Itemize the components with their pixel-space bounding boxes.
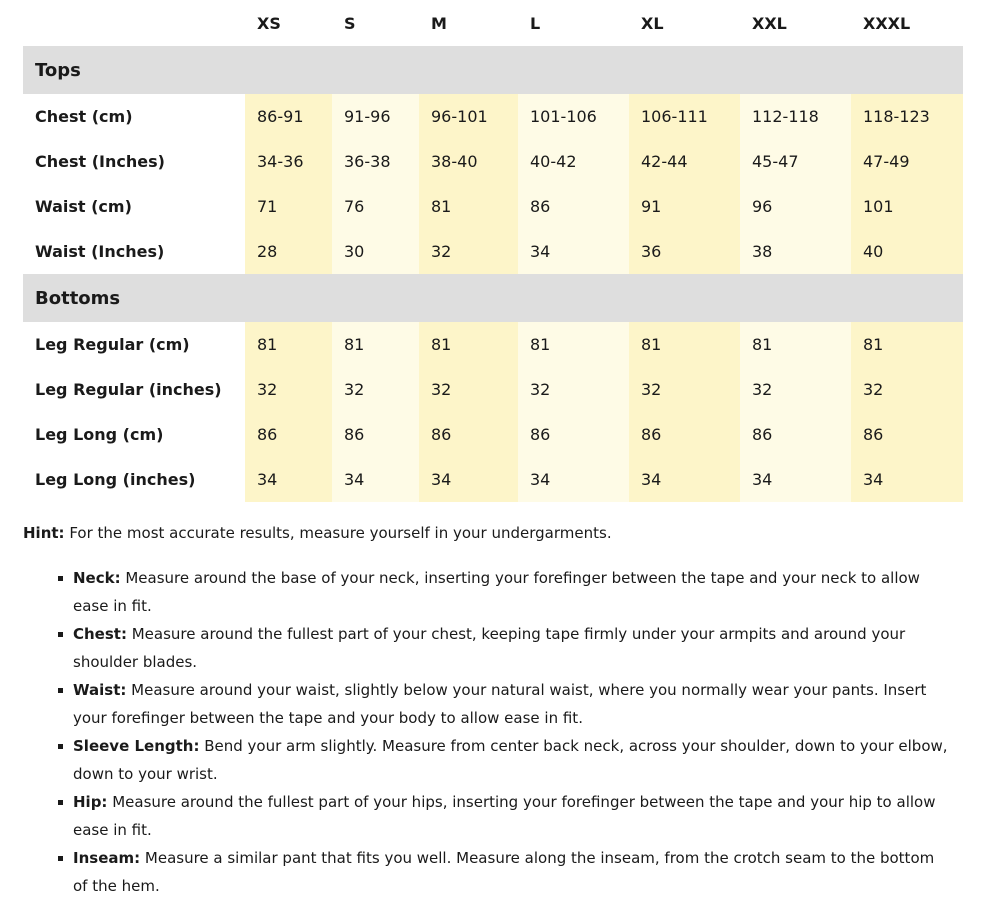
tip-term: Inseam: bbox=[73, 849, 141, 867]
size-value-cell: 81 bbox=[851, 322, 963, 367]
size-value-cell: 86 bbox=[851, 412, 963, 457]
size-value-cell: 38 bbox=[740, 229, 851, 274]
square-bullet-icon bbox=[58, 576, 63, 581]
size-value-cell: 30 bbox=[332, 229, 419, 274]
table-row bbox=[23, 322, 963, 367]
size-value-cell: 86 bbox=[419, 412, 518, 457]
size-header-xxxl: XXXL bbox=[851, 0, 963, 46]
size-value-cell: 86 bbox=[245, 412, 332, 457]
size-header-l: L bbox=[518, 0, 629, 46]
row-label: Waist (Inches) bbox=[23, 229, 245, 274]
row-label: Waist (cm) bbox=[23, 184, 245, 229]
tip-term: Sleeve Length: bbox=[73, 737, 200, 755]
size-header-xs: XS bbox=[245, 0, 332, 46]
section-row bbox=[23, 46, 963, 94]
size-value-cell: 34-36 bbox=[245, 139, 332, 184]
list-item bbox=[73, 676, 953, 732]
table-row bbox=[23, 457, 963, 502]
size-value-cell: 86-91 bbox=[245, 94, 332, 139]
measurement-tips-list bbox=[23, 564, 953, 900]
row-label: Leg Regular (inches) bbox=[23, 367, 245, 412]
size-value-cell: 38-40 bbox=[419, 139, 518, 184]
tip-text: Measure around your waist, slightly below your natural waist, where you normally wear your pants. Insert your forefinger between the tape and your body to allow ease in fit. bbox=[73, 681, 927, 727]
size-value-cell: 34 bbox=[740, 457, 851, 502]
list-item bbox=[73, 732, 953, 788]
size-value-cell: 45-47 bbox=[740, 139, 851, 184]
size-value-cell: 34 bbox=[851, 457, 963, 502]
hint-text: For the most accurate results, measure yourself in your undergarments. bbox=[64, 524, 612, 542]
table-row bbox=[23, 367, 963, 412]
size-value-cell: 81 bbox=[629, 322, 740, 367]
size-value-cell: 112-118 bbox=[740, 94, 851, 139]
size-header-row bbox=[23, 0, 963, 46]
tip-text: Measure a similar pant that fits you well. Measure along the inseam, from the crotch seam to the bottom of the hem. bbox=[73, 849, 935, 895]
size-value-cell: 76 bbox=[332, 184, 419, 229]
section-row bbox=[23, 274, 963, 322]
tip-text: Bend your arm slightly. Measure from center back neck, across your shoulder, down to your elbow, down to your wrist. bbox=[73, 737, 948, 783]
size-value-cell: 32 bbox=[518, 367, 629, 412]
row-label: Leg Long (cm) bbox=[23, 412, 245, 457]
size-value-cell: 32 bbox=[245, 367, 332, 412]
hint-paragraph bbox=[23, 522, 963, 544]
square-bullet-icon bbox=[58, 856, 63, 861]
table-row bbox=[23, 229, 963, 274]
list-item bbox=[73, 620, 953, 676]
list-item bbox=[73, 788, 953, 844]
size-value-cell: 34 bbox=[518, 229, 629, 274]
square-bullet-icon bbox=[58, 744, 63, 749]
size-value-cell: 36 bbox=[629, 229, 740, 274]
size-value-cell: 86 bbox=[629, 412, 740, 457]
tip-term: Neck: bbox=[73, 569, 121, 587]
size-value-cell: 34 bbox=[419, 457, 518, 502]
size-value-cell: 96 bbox=[740, 184, 851, 229]
size-value-cell: 81 bbox=[518, 322, 629, 367]
row-label: Chest (cm) bbox=[23, 94, 245, 139]
square-bullet-icon bbox=[58, 688, 63, 693]
tip-term: Hip: bbox=[73, 793, 108, 811]
size-value-cell: 86 bbox=[332, 412, 419, 457]
size-value-cell: 32 bbox=[851, 367, 963, 412]
size-value-cell: 32 bbox=[740, 367, 851, 412]
size-value-cell: 81 bbox=[332, 322, 419, 367]
tip-term: Chest: bbox=[73, 625, 127, 643]
list-item bbox=[73, 564, 953, 620]
size-value-cell: 32 bbox=[419, 367, 518, 412]
hint-label: Hint: bbox=[23, 524, 65, 542]
size-value-cell: 86 bbox=[518, 412, 629, 457]
size-value-cell: 101 bbox=[851, 184, 963, 229]
size-value-cell: 34 bbox=[332, 457, 419, 502]
size-value-cell: 86 bbox=[740, 412, 851, 457]
table-row bbox=[23, 184, 963, 229]
size-value-cell: 32 bbox=[332, 367, 419, 412]
square-bullet-icon bbox=[58, 800, 63, 805]
size-value-cell: 91 bbox=[629, 184, 740, 229]
size-value-cell: 47-49 bbox=[851, 139, 963, 184]
size-value-cell: 32 bbox=[419, 229, 518, 274]
size-value-cell: 32 bbox=[629, 367, 740, 412]
size-value-cell: 86 bbox=[518, 184, 629, 229]
tip-term: Waist: bbox=[73, 681, 127, 699]
size-value-cell: 96-101 bbox=[419, 94, 518, 139]
size-header-xxl: XXL bbox=[740, 0, 851, 46]
tip-text: Measure around the base of your neck, inserting your forefinger between the tape and your neck to allow ease in fit. bbox=[73, 569, 920, 615]
size-value-cell: 34 bbox=[518, 457, 629, 502]
table-row bbox=[23, 94, 963, 139]
size-header-xl: XL bbox=[629, 0, 740, 46]
size-header-m: M bbox=[419, 0, 518, 46]
header-empty-cell bbox=[23, 0, 245, 46]
size-value-cell: 81 bbox=[740, 322, 851, 367]
size-value-cell: 40-42 bbox=[518, 139, 629, 184]
size-value-cell: 40 bbox=[851, 229, 963, 274]
size-header-s: S bbox=[332, 0, 419, 46]
list-item bbox=[73, 844, 953, 900]
row-label: Chest (Inches) bbox=[23, 139, 245, 184]
size-chart-body bbox=[23, 46, 963, 502]
size-value-cell: 118-123 bbox=[851, 94, 963, 139]
section-title: Tops bbox=[23, 46, 963, 94]
square-bullet-icon bbox=[58, 632, 63, 637]
table-row bbox=[23, 139, 963, 184]
size-value-cell: 101-106 bbox=[518, 94, 629, 139]
tip-text: Measure around the fullest part of your chest, keeping tape firmly under your armpits and around your shoulder blades. bbox=[73, 625, 906, 671]
size-value-cell: 36-38 bbox=[332, 139, 419, 184]
size-value-cell: 34 bbox=[629, 457, 740, 502]
size-value-cell: 28 bbox=[245, 229, 332, 274]
size-value-cell: 81 bbox=[419, 322, 518, 367]
size-value-cell: 34 bbox=[245, 457, 332, 502]
size-value-cell: 91-96 bbox=[332, 94, 419, 139]
size-value-cell: 81 bbox=[245, 322, 332, 367]
row-label: Leg Long (inches) bbox=[23, 457, 245, 502]
tip-text: Measure around the fullest part of your hips, inserting your forefinger between the tape and your hip to allow ease in fit. bbox=[73, 793, 936, 839]
size-value-cell: 81 bbox=[419, 184, 518, 229]
size-value-cell: 71 bbox=[245, 184, 332, 229]
table-row bbox=[23, 412, 963, 457]
size-value-cell: 42-44 bbox=[629, 139, 740, 184]
row-label: Leg Regular (cm) bbox=[23, 322, 245, 367]
size-chart-table bbox=[23, 0, 963, 502]
section-title: Bottoms bbox=[23, 274, 963, 322]
size-value-cell: 106-111 bbox=[629, 94, 740, 139]
